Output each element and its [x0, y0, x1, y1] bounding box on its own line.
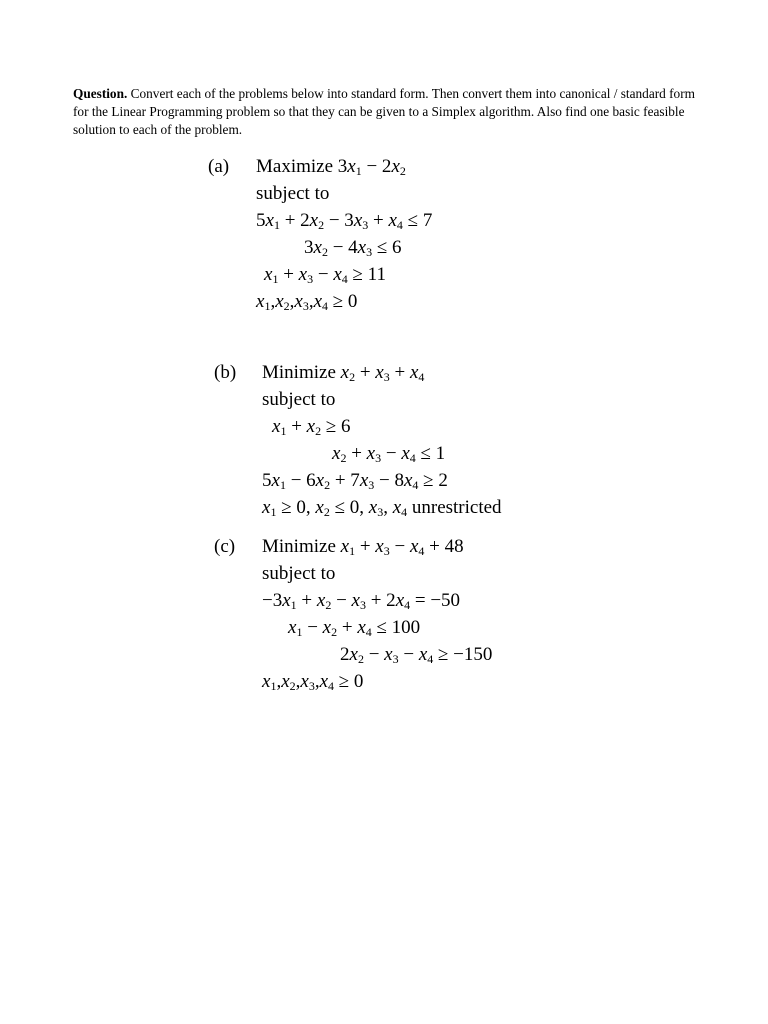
constraint-3: $2x_2 - x_3 - x_4 \ge -150$ [340, 644, 493, 666]
objective: Minimize $x_2 + x_3 + x_4$ [262, 362, 425, 384]
constraint-3: $5x_1 - 6x_2 + 7x_3 - 8x_4 \ge 2$ [262, 470, 448, 492]
constraint-3: $x_1 + x_3 - x_4 \ge 11$ [264, 264, 386, 286]
objective: Maximize $3x_1 - 2x_2$ [256, 156, 406, 178]
problem-label: (c) [214, 536, 236, 557]
constraint-1: $-3x_1 + x_2 - x_3 + 2x_4 = -50$ [262, 590, 461, 612]
problem-label: (a) [208, 156, 230, 177]
constraint-2: $x_1 - x_2 + x_4 \le 100$ [288, 617, 421, 639]
question-text: Convert each of the problems below into standard form. Then convert them into canonical / standard form for the Linear Programming problem so that they can be given to a Simplex algorithm. Also find one basic feasible solution to each of the problem. [73, 86, 695, 138]
constraint-1: $x_1 + x_2 \ge 6$ [272, 416, 351, 438]
constraint-2: $3x_2 - 4x_3 \le 6$ [304, 237, 402, 259]
objective: Minimize $x_1 + x_3 - x_4 + 48$ [262, 536, 464, 558]
constraint-2: $x_2 + x_3 - x_4 \le 1$ [332, 443, 446, 465]
subject-to-label: subject to [262, 389, 336, 410]
constraint-1: $5x_1 + 2x_2 - 3x_3 + x_4 \le 7$ [256, 210, 433, 232]
problem-label: (b) [214, 362, 237, 383]
sign-constraint: $x_1 \ge 0$, $x_2 \le 0$, $x_3$, $x_4$ unrestricted [262, 497, 502, 519]
subject-to-label: subject to [262, 563, 336, 584]
question-label: Question. [73, 86, 128, 101]
sign-constraint: $x_1,x_2,x_3,x_4 \ge 0$ [262, 671, 364, 693]
subject-to-label: subject to [256, 183, 330, 204]
sign-constraint: $x_1,x_2,x_3,x_4 \ge 0$ [256, 291, 358, 313]
question-paragraph [73, 85, 713, 140]
